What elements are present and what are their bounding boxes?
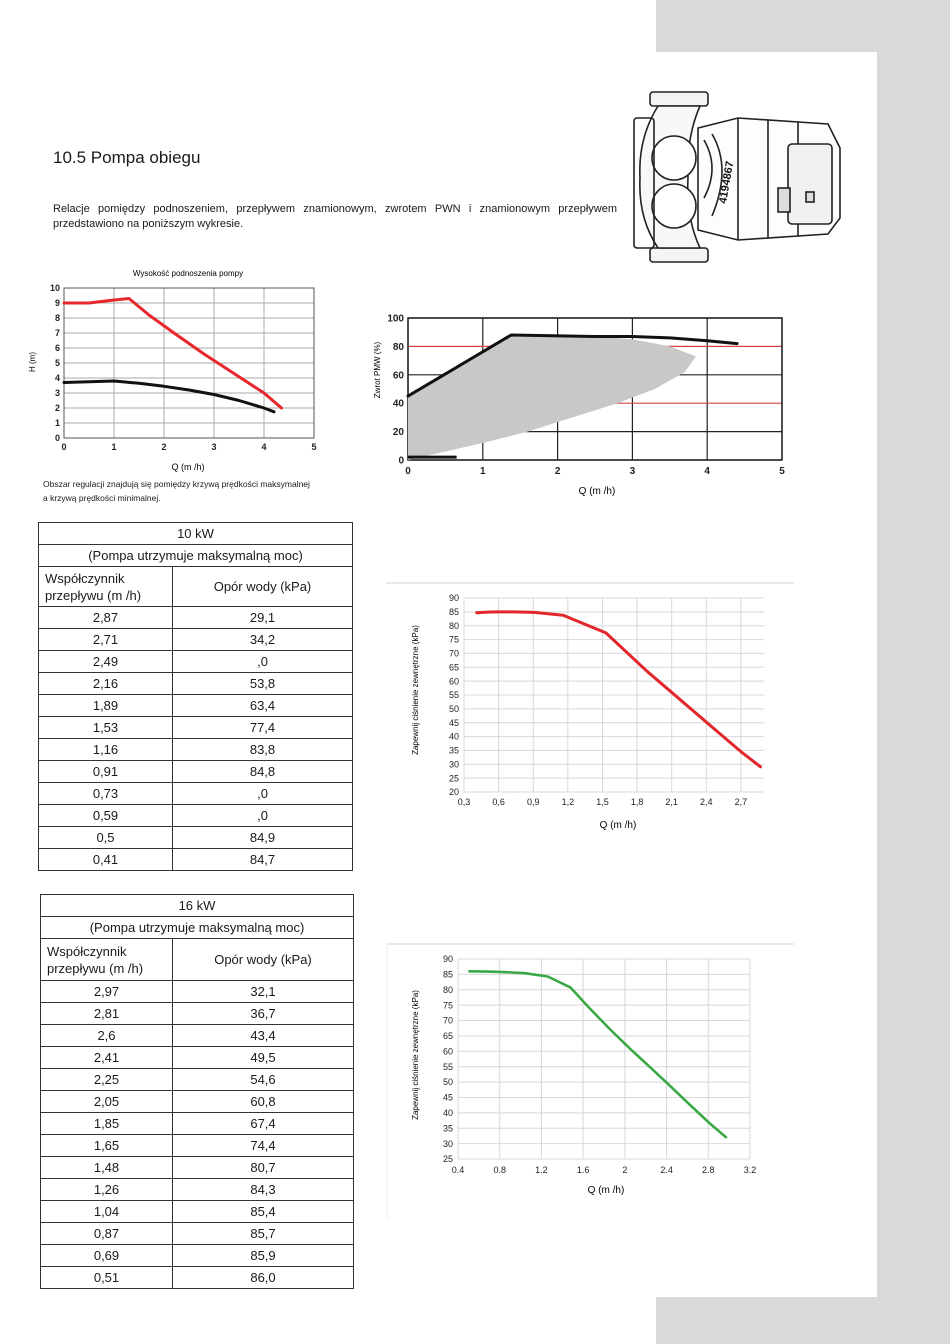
x-tick-label: 2 (622, 1165, 628, 1175)
x-tick-label: 0 (405, 466, 411, 477)
y-tick-label: 10 (49, 283, 60, 294)
table-row (41, 1069, 354, 1091)
y-tick-label: 30 (442, 1138, 453, 1149)
y-tick-label: 40 (442, 1107, 453, 1118)
page-margin-right (877, 52, 950, 1297)
resistance-value-cell: 34,2 (173, 629, 353, 651)
resistance-value-cell: 54,6 (173, 1069, 354, 1091)
table-row (39, 695, 353, 717)
x-tick-label: 3 (629, 466, 636, 477)
y-tick-label: 20 (448, 787, 459, 798)
intro-paragraph: Relacje pomiędzy podnoszeniem, przepływem znamionowym, zwrotem PWN i znamionowym przepływem przedstawiono na poniższym wykresie. (53, 203, 617, 230)
flow-value-cell: 1,53 (39, 717, 173, 739)
resistance-value-cell: 80,7 (173, 1157, 354, 1179)
resistance-value-cell: 84,7 (173, 849, 353, 871)
y-tick-label: 85 (442, 969, 453, 980)
x-axis-label: Q (m /h) (578, 486, 616, 497)
y-tick-label: 65 (442, 1031, 453, 1042)
table-row (39, 761, 353, 783)
y-tick-label: 70 (442, 1015, 453, 1026)
table-row (41, 1025, 354, 1047)
x-tick-label: 1,2 (561, 797, 575, 807)
table-row (41, 1201, 354, 1223)
x-tick-label: 0.8 (493, 1165, 506, 1175)
y-tick-label: 50 (442, 1077, 453, 1088)
y-tick-label: 80 (392, 341, 404, 353)
column-header-resistance: Opór wody (kPa) (173, 939, 354, 981)
flow-value-cell: 2,97 (41, 981, 173, 1003)
resistance-value-cell: 86,0 (173, 1267, 354, 1289)
y-axis-label: Zapewnij ciśnienie zewnętrzne (kPa) (411, 990, 420, 1120)
flow-value-cell: 0,41 (39, 849, 173, 871)
table-title: 10 kW (39, 523, 353, 545)
table-row (39, 717, 353, 739)
y-tick-label: 45 (448, 717, 459, 728)
y-tick-label: 90 (448, 593, 459, 604)
resistance-value-cell: 85,4 (173, 1201, 354, 1223)
flow-value-cell: 1,85 (41, 1113, 173, 1135)
x-tick-label: 4 (261, 442, 267, 452)
flow-value-cell: 0,91 (39, 761, 173, 783)
flow-value-cell: 1,04 (41, 1201, 173, 1223)
table-row (41, 1135, 354, 1157)
x-axis-label: Q (m /h) (599, 820, 637, 831)
x-tick-label: 0.4 (451, 1165, 465, 1175)
y-tick-label: 75 (448, 634, 459, 645)
grid (458, 959, 750, 1159)
table-row (41, 1091, 354, 1113)
x-tick-label: 2,7 (734, 797, 748, 807)
y-tick-label: 40 (448, 731, 459, 742)
y-tick-label: 20 (392, 427, 404, 439)
x-tick-label: 1 (111, 442, 117, 452)
head-chart-note: Obszar regulacji znajdują się pomiędzy krzywą prędkości maksymalnej a krzywą prędkości minimalnej. (43, 479, 310, 503)
flow-value-cell: 0,73 (39, 783, 173, 805)
x-tick-label: 0,9 (526, 797, 540, 807)
resistance-value-cell: 29,1 (173, 607, 353, 629)
y-tick-label: 60 (442, 1046, 453, 1057)
table-row (41, 1047, 354, 1069)
x-tick-label: 2,4 (700, 797, 713, 807)
flow-value-cell: 2,87 (39, 607, 173, 629)
x-axis-label: Q (m /h) (587, 1185, 625, 1196)
chart-title: Wysokość podnoszenia pompy (132, 269, 244, 278)
y-tick-label: 7 (54, 328, 60, 339)
resistance-value-cell: 49,5 (173, 1047, 354, 1069)
table-row (39, 629, 353, 651)
y-tick-label: 75 (442, 1000, 453, 1011)
column-header-flow: Współczynnik przepływu (m /h) (41, 939, 173, 981)
resistance-value-cell: ,0 (173, 783, 353, 805)
plot-background (458, 959, 750, 1159)
table-row (41, 1267, 354, 1289)
column-header-resistance: Opór wody (kPa) (173, 567, 353, 607)
y-tick-label: 70 (448, 648, 459, 659)
y-tick-label: 25 (448, 773, 459, 784)
flow-value-cell: 1,65 (41, 1135, 173, 1157)
resistance-value-cell: 83,8 (173, 739, 353, 761)
pwm-return-chart (370, 308, 790, 500)
table-row (39, 849, 353, 871)
x-tick-label: 1.6 (576, 1165, 590, 1175)
y-tick-label: 30 (448, 759, 459, 770)
y-tick-label: 0 (54, 433, 60, 444)
resistance-value-cell: 32,1 (173, 981, 354, 1003)
pressure-chart-16kw (386, 943, 794, 1219)
x-tick-label: 2.8 (702, 1165, 715, 1175)
y-tick-label: 100 (387, 313, 404, 325)
flow-value-cell: 2,25 (41, 1069, 173, 1091)
x-tick-label: 1,5 (596, 797, 609, 807)
x-tick-label: 0 (61, 442, 67, 452)
y-tick-label: 45 (442, 1092, 453, 1103)
y-tick-label: 80 (448, 620, 459, 631)
page-margin-top (656, 0, 950, 52)
y-tick-label: 0 (398, 455, 404, 467)
x-tick-label: 5 (779, 466, 785, 477)
flow-value-cell: 1,48 (41, 1157, 173, 1179)
table-subtitle: (Pompa utrzymuje maksymalną moc) (41, 917, 354, 939)
x-tick-label: 0,6 (492, 797, 505, 807)
x-tick-label: 3 (211, 442, 217, 452)
y-axis-label: Zapewnij ciśnienie zewnętrzne (kPa) (411, 625, 420, 755)
flow-value-cell: 2,71 (39, 629, 173, 651)
pressure-chart-10kw (386, 582, 794, 838)
flow-value-cell: 1,26 (41, 1179, 173, 1201)
y-tick-label: 25 (442, 1154, 453, 1165)
resistance-value-cell: 84,3 (173, 1179, 354, 1201)
x-tick-label: 3.2 (743, 1165, 757, 1175)
resistance-value-cell: 84,9 (173, 827, 353, 849)
x-tick-label: 2,1 (665, 797, 678, 807)
resistance-value-cell: 84,8 (173, 761, 353, 783)
table-row (41, 1179, 354, 1201)
resistance-value-cell: ,0 (173, 651, 353, 673)
resistance-value-cell: 63,4 (173, 695, 353, 717)
flow-value-cell: 2,41 (41, 1047, 173, 1069)
y-tick-label: 35 (442, 1123, 453, 1134)
table-10kw (38, 522, 353, 871)
y-tick-label: 35 (448, 745, 459, 756)
resistance-value-cell: 36,7 (173, 1003, 354, 1025)
x-tick-label: 2 (554, 466, 561, 477)
y-tick-label: 3 (54, 388, 60, 399)
y-tick-label: 6 (54, 343, 60, 354)
table-subtitle: (Pompa utrzymuje maksymalną moc) (39, 545, 353, 567)
y-tick-label: 60 (448, 676, 459, 687)
resistance-value-cell: 77,4 (173, 717, 353, 739)
resistance-value-cell: 85,9 (173, 1245, 354, 1267)
table-row (41, 981, 354, 1003)
table-row (41, 1157, 354, 1179)
flow-value-cell: 2,49 (39, 651, 173, 673)
y-tick-label: 55 (448, 690, 459, 701)
y-tick-label: 55 (442, 1061, 453, 1072)
y-tick-label: 65 (448, 662, 459, 673)
y-tick-label: 8 (54, 313, 60, 324)
resistance-value-cell: ,0 (173, 805, 353, 827)
flow-value-cell: 1,89 (39, 695, 173, 717)
y-axis-label: H (m) (28, 352, 37, 372)
y-tick-label: 80 (442, 984, 453, 995)
table-row (39, 783, 353, 805)
x-tick-label: 0,3 (457, 797, 471, 807)
pump-illustration (628, 88, 848, 270)
column-header-flow: Współczynnik przepływu (m /h) (39, 567, 173, 607)
y-tick-label: 50 (448, 704, 459, 715)
table-row (39, 607, 353, 629)
flow-value-cell: 0,51 (41, 1267, 173, 1289)
pump-head-chart (28, 264, 328, 476)
table-row (39, 805, 353, 827)
y-tick-label: 5 (54, 358, 60, 369)
table-row (39, 673, 353, 695)
flow-value-cell: 2,16 (39, 673, 173, 695)
resistance-value-cell: 43,4 (173, 1025, 354, 1047)
section-title: 10.5 Pompa obiegu (53, 148, 201, 167)
table-row (41, 1003, 354, 1025)
x-tick-label: 5 (311, 442, 317, 452)
resistance-value-cell: 67,4 (173, 1113, 354, 1135)
y-tick-label: 9 (54, 298, 60, 309)
table-row (39, 739, 353, 761)
flow-value-cell: 0,87 (41, 1223, 173, 1245)
table-row (41, 1113, 354, 1135)
resistance-value-cell: 74,4 (173, 1135, 354, 1157)
flow-value-cell: 1,16 (39, 739, 173, 761)
table-row (39, 827, 353, 849)
flow-value-cell: 2,81 (41, 1003, 173, 1025)
y-tick-label: 40 (392, 398, 404, 410)
table-title: 16 kW (41, 895, 354, 917)
y-tick-label: 2 (54, 403, 60, 414)
table-row (41, 1245, 354, 1267)
x-tick-label: 2 (161, 442, 167, 452)
grid (64, 288, 314, 438)
flow-value-cell: 2,05 (41, 1091, 173, 1113)
x-tick-label: 1,8 (630, 797, 644, 807)
x-tick-label: 2.4 (660, 1165, 673, 1175)
table-row (39, 651, 353, 673)
x-axis-label: Q (m /h) (171, 462, 205, 472)
y-tick-label: 85 (448, 607, 459, 618)
flow-value-cell: 0,69 (41, 1245, 173, 1267)
resistance-value-cell: 53,8 (173, 673, 353, 695)
flow-value-cell: 0,59 (39, 805, 173, 827)
table-row (41, 1223, 354, 1245)
x-tick-label: 1 (480, 466, 486, 477)
pump-label: 4194867 (717, 160, 737, 205)
page-margin-bottom (656, 1297, 950, 1344)
x-tick-label: 4 (704, 466, 710, 477)
resistance-value-cell: 85,7 (173, 1223, 354, 1245)
table-16kw (40, 894, 354, 1289)
y-tick-label: 90 (442, 954, 453, 965)
flow-value-cell: 2,6 (41, 1025, 173, 1047)
resistance-value-cell: 60,8 (173, 1091, 354, 1113)
y-tick-label: 4 (54, 373, 60, 384)
grid (464, 598, 764, 792)
y-axis-label: Zwrot PMW (%) (373, 341, 382, 399)
flow-value-cell: 0,5 (39, 827, 173, 849)
x-tick-label: 1.2 (535, 1165, 548, 1175)
y-tick-label: 60 (392, 370, 404, 382)
y-tick-label: 1 (54, 418, 60, 429)
